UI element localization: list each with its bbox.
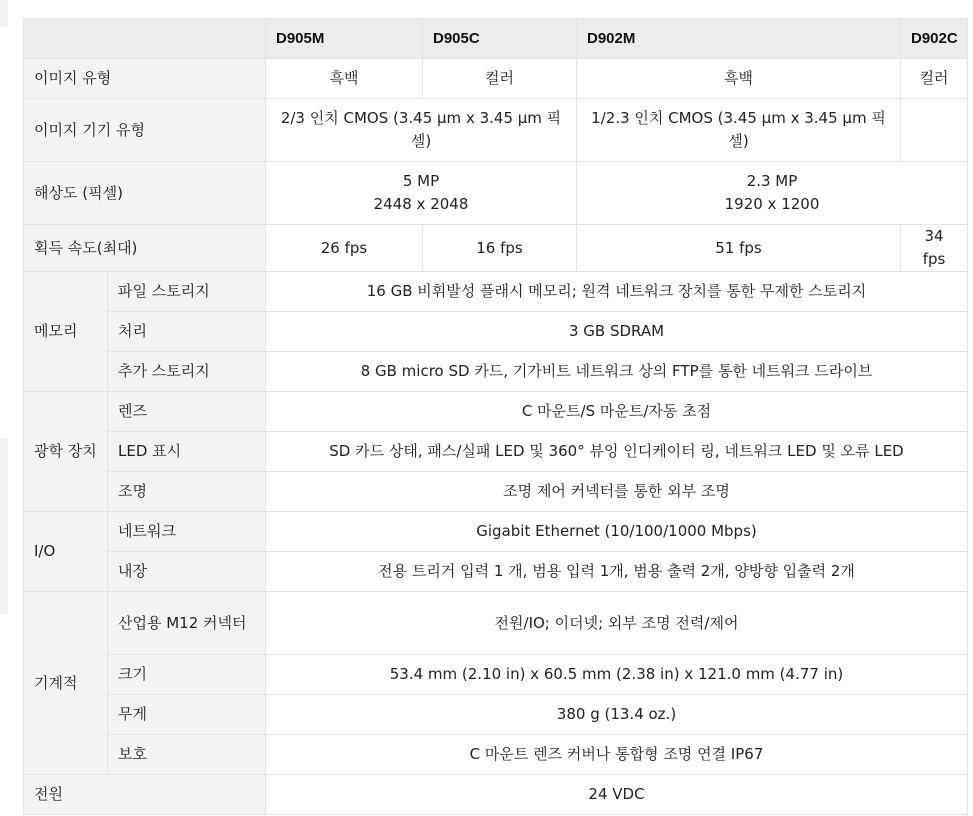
cell-network: Gigabit Ethernet (10/100/1000 Mbps) xyxy=(266,512,968,552)
row-label-connector: 산업용 M12 커넥터 xyxy=(108,592,266,655)
table-header-row xyxy=(24,19,968,59)
cell-d905c-image-type: 컬러 xyxy=(423,59,577,99)
table-row xyxy=(24,312,968,352)
group-label-mechanical: 기계적 xyxy=(24,592,108,775)
row-label-power: 전원 xyxy=(24,775,266,815)
page-edge-tab-upper xyxy=(0,0,8,27)
table-row xyxy=(24,552,968,592)
resolution-megapixels: 5 MP xyxy=(402,172,440,190)
cell-d902c-speed: 34 fps xyxy=(901,225,968,272)
cell-d905c-speed: 16 fps xyxy=(423,225,577,272)
row-label-size: 크기 xyxy=(108,655,266,695)
table-row xyxy=(24,59,968,99)
cell-d902m-speed: 51 fps xyxy=(577,225,901,272)
row-label-weight: 무게 xyxy=(108,695,266,735)
table-row xyxy=(24,695,968,735)
empty-cell xyxy=(901,99,968,162)
row-label-image-type: 이미지 유형 xyxy=(24,59,266,99)
cell-d902-resolution xyxy=(577,162,968,225)
row-label-lens: 렌즈 xyxy=(108,392,266,432)
row-label-file-storage: 파일 스토리지 xyxy=(108,272,266,312)
header-empty-cell xyxy=(24,19,266,59)
cell-lens: C 마운트/S 마운트/자동 초점 xyxy=(266,392,968,432)
cell-extra-storage: 8 GB micro SD 카드, 기가비트 네트워크 상의 FTP를 통한 네트워크 드라이브 xyxy=(266,352,968,392)
column-header-d902m: D902M xyxy=(577,19,901,59)
row-label-lighting: 조명 xyxy=(108,472,266,512)
column-header-d905m: D905M xyxy=(266,19,423,59)
group-label-optics: 광학 장치 xyxy=(24,392,108,512)
row-label-network: 네트워크 xyxy=(108,512,266,552)
row-label-acquisition-speed: 획득 속도(최대) xyxy=(24,225,266,272)
page-edge-tab-lower xyxy=(0,438,8,614)
cell-connector: 전원/IO; 이더넷; 외부 조명 전력/제어 xyxy=(266,592,968,655)
table-row xyxy=(24,99,968,162)
table-row xyxy=(24,352,968,392)
cell-d905m-speed: 26 fps xyxy=(266,225,423,272)
cell-processing: 3 GB SDRAM xyxy=(266,312,968,352)
group-label-memory: 메모리 xyxy=(24,272,108,392)
column-header-d902c: D902C xyxy=(901,19,968,59)
table-row xyxy=(24,592,968,655)
table-row xyxy=(24,162,968,225)
cell-d902m-image-type: 흑백 xyxy=(577,59,901,99)
cell-protection: C 마운트 렌즈 커버나 통합형 조명 연결 IP67 xyxy=(266,735,968,775)
table-row xyxy=(24,432,968,472)
cell-d902-imager-type: 1/2.3 인치 CMOS (3.45 μm x 3.45 μm 픽셀) xyxy=(577,99,901,162)
cell-lighting: 조명 제어 커넥터를 통한 외부 조명 xyxy=(266,472,968,512)
cell-d902c-image-type: 컬러 xyxy=(901,59,968,99)
row-label-protection: 보호 xyxy=(108,735,266,775)
resolution-pixels: 2448 x 2048 xyxy=(373,195,469,213)
cell-d905m-image-type: 흑백 xyxy=(266,59,423,99)
group-label-io: I/O xyxy=(24,512,108,592)
spec-table xyxy=(23,18,968,815)
cell-builtin: 전용 트리거 입력 1 개, 범용 입력 1개, 범용 출력 2개, 양방향 입출력 2개 xyxy=(266,552,968,592)
cell-led: SD 카드 상태, 패스/실패 LED 및 360° 뷰잉 인디케이터 링, 네트워크 LED 및 오류 LED xyxy=(266,432,968,472)
table-row xyxy=(24,392,968,432)
cell-d905-resolution xyxy=(266,162,577,225)
table-row xyxy=(24,655,968,695)
row-label-processing: 처리 xyxy=(108,312,266,352)
table-row xyxy=(24,272,968,312)
table-row xyxy=(24,512,968,552)
row-label-extra-storage: 추가 스토리지 xyxy=(108,352,266,392)
resolution-megapixels: 2.3 MP xyxy=(746,172,798,190)
cell-power: 24 VDC xyxy=(266,775,968,815)
row-label-led: LED 표시 xyxy=(108,432,266,472)
column-header-d905c: D905C xyxy=(423,19,577,59)
cell-d905-imager-type: 2/3 인치 CMOS (3.45 μm x 3.45 μm 픽셀) xyxy=(266,99,577,162)
row-label-resolution: 해상도 (픽셀) xyxy=(24,162,266,225)
resolution-pixels: 1920 x 1200 xyxy=(724,195,820,213)
cell-file-storage: 16 GB 비휘발성 플래시 메모리; 원격 네트워크 장치를 통한 무제한 스토리지 xyxy=(266,272,968,312)
row-label-imager-type: 이미지 기기 유형 xyxy=(24,99,266,162)
table-row xyxy=(24,225,968,272)
cell-weight: 380 g (13.4 oz.) xyxy=(266,695,968,735)
table-row xyxy=(24,735,968,775)
cell-size: 53.4 mm (2.10 in) x 60.5 mm (2.38 in) x 121.0 mm (4.77 in) xyxy=(266,655,968,695)
table-row xyxy=(24,775,968,815)
row-label-builtin: 내장 xyxy=(108,552,266,592)
table-row xyxy=(24,472,968,512)
